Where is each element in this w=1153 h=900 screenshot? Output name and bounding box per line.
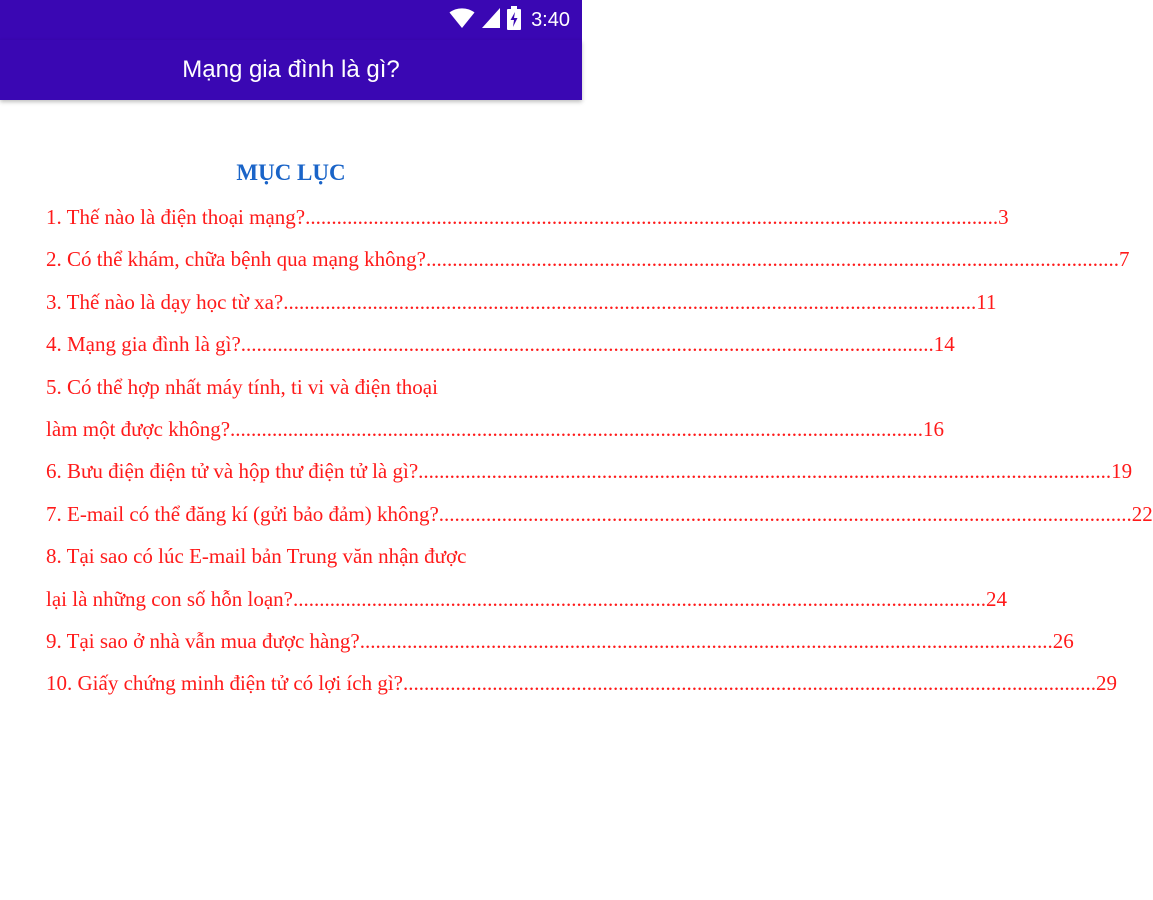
toc-entry-title: 10. Giấy chứng minh điện tử có lợi ích gì?: [46, 671, 403, 696]
toc-leader-dots: [241, 323, 934, 365]
toc-entry-title: 6. Bưu điện điện tử và hộp thư điện tử là gì?: [46, 459, 419, 484]
toc-entry-7[interactable]: [46, 493, 1153, 535]
toc-entry-4[interactable]: [46, 323, 955, 365]
toc-leader-dots: [403, 662, 1096, 704]
toc-entry-1[interactable]: [46, 196, 1009, 238]
toc-entry-title: 3. Thế nào là dạy học từ xa?: [46, 289, 284, 314]
status-time: 3:40: [531, 8, 570, 31]
toc-entry-title: 4. Mạng gia đình là gì?: [46, 332, 241, 357]
toc-entry-page: 24: [986, 586, 1007, 611]
toc-entry-6[interactable]: [46, 450, 1133, 492]
toc-entry-title: 5. Có thể hợp nhất máy tính, ti vi và điện thoại: [46, 374, 438, 399]
app-bar: [0, 40, 582, 100]
toc-leader-dots: [360, 620, 1053, 662]
toc-leader-dots: [418, 450, 1111, 492]
toc-entry-page: 11: [976, 289, 997, 314]
status-icons: [449, 6, 570, 34]
toc-entry-title: 8. Tại sao có lúc E-mail bản Trung văn nhận được: [46, 544, 467, 569]
toc-leader-dots: [293, 578, 986, 620]
toc-entry-title-continued: làm một được không?: [46, 416, 231, 441]
battery-icon: [507, 6, 521, 35]
toc-leader-dots: [283, 281, 976, 323]
toc-entry-8-continued[interactable]: [46, 578, 1007, 620]
toc-leader-dots: [230, 408, 923, 450]
toc-entry-5[interactable]: [46, 366, 538, 408]
toc-content: [0, 100, 1153, 900]
toc-entry-title: 2. Có thể khám, chữa bệnh qua mạng không?: [46, 247, 426, 272]
toc-entry-page: 29: [1095, 671, 1117, 696]
toc-entry-page: 7: [1118, 247, 1130, 272]
toc-leader-dots: [305, 196, 998, 238]
toc-heading: MỤC LỤC: [236, 160, 346, 185]
page-title: Mạng gia đình là gì?: [182, 56, 400, 83]
toc-leader-dots: [439, 493, 1132, 535]
toc-entry-title: 1. Thế nào là điện thoại mạng?: [46, 205, 306, 229]
toc-entry-page: 26: [1052, 628, 1074, 653]
toc-leader-dots: [426, 238, 1119, 280]
toc-entry-5-continued[interactable]: [46, 408, 945, 450]
toc-entry-2[interactable]: [46, 238, 1130, 280]
toc-entry-title-continued: lại là những con số hỗn loạn?: [46, 586, 293, 611]
toc-entry-page: 3: [998, 205, 1009, 229]
toc-entry-10[interactable]: [46, 662, 1117, 704]
cell-signal-icon: [481, 7, 501, 34]
toc-list: [46, 196, 1153, 705]
toc-entry-page: 22: [1131, 501, 1153, 526]
toc-entry-title: 7. E-mail có thể đăng kí (gửi bảo đảm) không?: [46, 501, 439, 526]
toc-entry-3[interactable]: [46, 281, 997, 323]
status-bar: [0, 0, 582, 40]
toc-entry-title: 9. Tại sao ở nhà vẫn mua được hàng?: [46, 628, 360, 653]
toc-entry-8[interactable]: [46, 535, 538, 577]
toc-entry-page: 16: [923, 416, 945, 441]
toc-entry-page: 14: [933, 332, 955, 357]
toc-entry-9[interactable]: [46, 620, 1074, 662]
toc-entry-page: 19: [1111, 459, 1133, 484]
wifi-icon: [449, 7, 475, 34]
